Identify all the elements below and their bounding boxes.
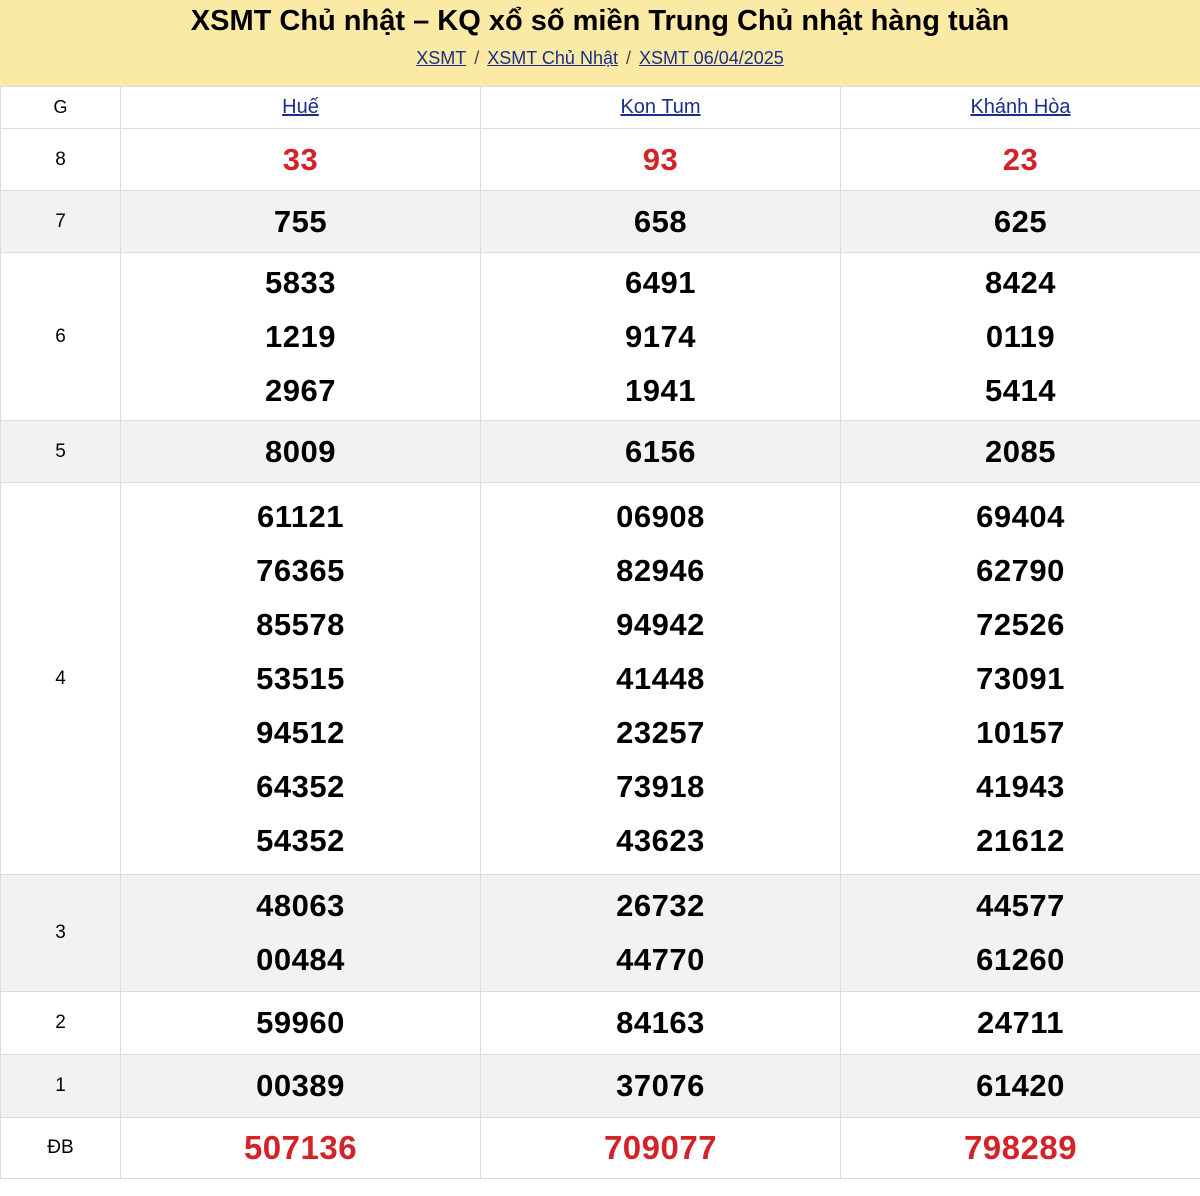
breadcrumb-xsmt[interactable]: XSMT [416, 48, 467, 68]
result-number: 73918 [616, 768, 705, 804]
result-number: 33 [282, 141, 319, 177]
result-cell [841, 129, 1200, 191]
prize-label: ĐB [1, 1118, 121, 1179]
result-number: 61420 [976, 1068, 1065, 1103]
result-number: 00389 [256, 1068, 345, 1103]
special-prize-number: 709077 [603, 1129, 718, 1166]
result-cell [481, 191, 841, 253]
prize-row-5 [1, 421, 1200, 483]
prize-label: 5 [1, 421, 121, 483]
result-number: 1941 [625, 372, 696, 408]
result-cell [481, 253, 841, 421]
breadcrumb [0, 47, 1200, 69]
result-number: 6156 [625, 433, 696, 469]
breadcrumb-xsmt-chu-nhat[interactable]: XSMT Chủ Nhật [487, 48, 618, 68]
breadcrumb-separator: / [625, 48, 631, 68]
result-number: 84163 [616, 1005, 705, 1040]
result-cell [481, 483, 841, 875]
prize-label: 2 [1, 992, 121, 1055]
result-cell [841, 1118, 1200, 1179]
result-number: 00484 [256, 942, 345, 977]
province-link-hue[interactable]: Huế [282, 96, 319, 118]
result-cell [121, 483, 481, 875]
result-number: 658 [633, 203, 688, 239]
prize-row-3 [1, 875, 1200, 992]
result-number: 85578 [256, 606, 345, 642]
prize-row-1 [1, 1055, 1200, 1118]
result-number: 24711 [977, 1005, 1064, 1040]
result-number: 61121 [257, 498, 344, 534]
result-number: 59960 [256, 1005, 345, 1040]
province-header-kon-tum [481, 87, 841, 129]
result-number: 94942 [616, 606, 705, 642]
prize-row-4 [1, 483, 1200, 875]
province-link-khanh-hoa[interactable]: Khánh Hòa [970, 96, 1071, 118]
results-table [0, 86, 1200, 1179]
result-cell [481, 1118, 841, 1179]
result-cell [841, 992, 1200, 1055]
result-cell [121, 1118, 481, 1179]
result-number: 48063 [256, 888, 345, 923]
result-number: 73091 [976, 660, 1065, 696]
prize-label: 8 [1, 129, 121, 191]
prize-column-header: G [1, 87, 121, 129]
table-header-row [1, 87, 1200, 129]
breadcrumb-xsmt-date[interactable]: XSMT 06/04/2025 [639, 48, 784, 68]
result-number: 53515 [256, 660, 345, 696]
result-cell [121, 129, 481, 191]
result-number: 2085 [985, 433, 1056, 469]
result-number: 0119 [985, 318, 1056, 354]
result-cell [481, 992, 841, 1055]
result-number: 5414 [985, 372, 1056, 408]
result-number: 06908 [616, 498, 705, 534]
special-prize-number: 507136 [243, 1129, 358, 1166]
result-number: 1219 [265, 318, 336, 354]
result-number: 37076 [616, 1068, 705, 1103]
result-number: 64352 [256, 768, 345, 804]
result-cell [121, 1055, 481, 1118]
result-cell [841, 1055, 1200, 1118]
result-cell [841, 483, 1200, 875]
result-number: 93 [642, 141, 679, 177]
page-title: XSMT Chủ nhật – KQ xổ số miền Trung Chủ nhật hàng tuần [190, 5, 1010, 37]
page-header [0, 0, 1200, 86]
province-header-hue [121, 87, 481, 129]
result-number: 72526 [976, 606, 1065, 642]
result-cell [841, 875, 1200, 992]
result-number: 8009 [265, 433, 336, 469]
result-cell [841, 421, 1200, 483]
province-link-kon-tum[interactable]: Kon Tum [620, 96, 701, 118]
result-number: 625 [993, 203, 1048, 239]
result-number: 5833 [265, 264, 336, 300]
prize-row-8 [1, 129, 1200, 191]
breadcrumb-separator: / [474, 48, 480, 68]
result-number: 21612 [976, 822, 1065, 858]
prize-label: 4 [1, 483, 121, 875]
result-cell [121, 992, 481, 1055]
special-prize-number: 798289 [963, 1129, 1078, 1166]
prize-label: 6 [1, 253, 121, 421]
result-number: 94512 [256, 714, 345, 750]
result-number: 44577 [976, 888, 1065, 923]
prize-label: 3 [1, 875, 121, 992]
result-number: 54352 [256, 822, 345, 858]
province-header-khanh-hoa [841, 87, 1200, 129]
prize-row-2 [1, 992, 1200, 1055]
result-cell [481, 421, 841, 483]
result-number: 44770 [616, 942, 705, 977]
result-cell [841, 191, 1200, 253]
result-cell [481, 1055, 841, 1118]
result-number: 23257 [616, 714, 705, 750]
result-number: 41943 [976, 768, 1065, 804]
result-number: 9174 [625, 318, 696, 354]
prize-row-7 [1, 191, 1200, 253]
result-number: 76365 [256, 552, 345, 588]
result-cell [121, 253, 481, 421]
result-number: 43623 [616, 822, 705, 858]
result-number: 8424 [985, 264, 1056, 300]
result-number: 10157 [976, 714, 1065, 750]
result-number: 6491 [625, 264, 696, 300]
result-number: 2967 [265, 372, 336, 408]
result-cell [121, 421, 481, 483]
result-number: 41448 [616, 660, 705, 696]
prize-row-special [1, 1118, 1200, 1179]
prize-label: 1 [1, 1055, 121, 1118]
prize-label: 7 [1, 191, 121, 253]
result-number: 755 [273, 203, 328, 239]
prize-row-6 [1, 253, 1200, 421]
result-number: 61260 [976, 942, 1065, 977]
result-cell [121, 191, 481, 253]
result-cell [121, 875, 481, 992]
result-number: 69404 [976, 498, 1065, 534]
result-number: 82946 [616, 552, 705, 588]
result-number: 26732 [616, 888, 705, 923]
result-cell [481, 875, 841, 992]
result-number: 23 [1002, 141, 1039, 177]
result-cell [841, 253, 1200, 421]
result-cell [481, 129, 841, 191]
result-number: 62790 [976, 552, 1065, 588]
